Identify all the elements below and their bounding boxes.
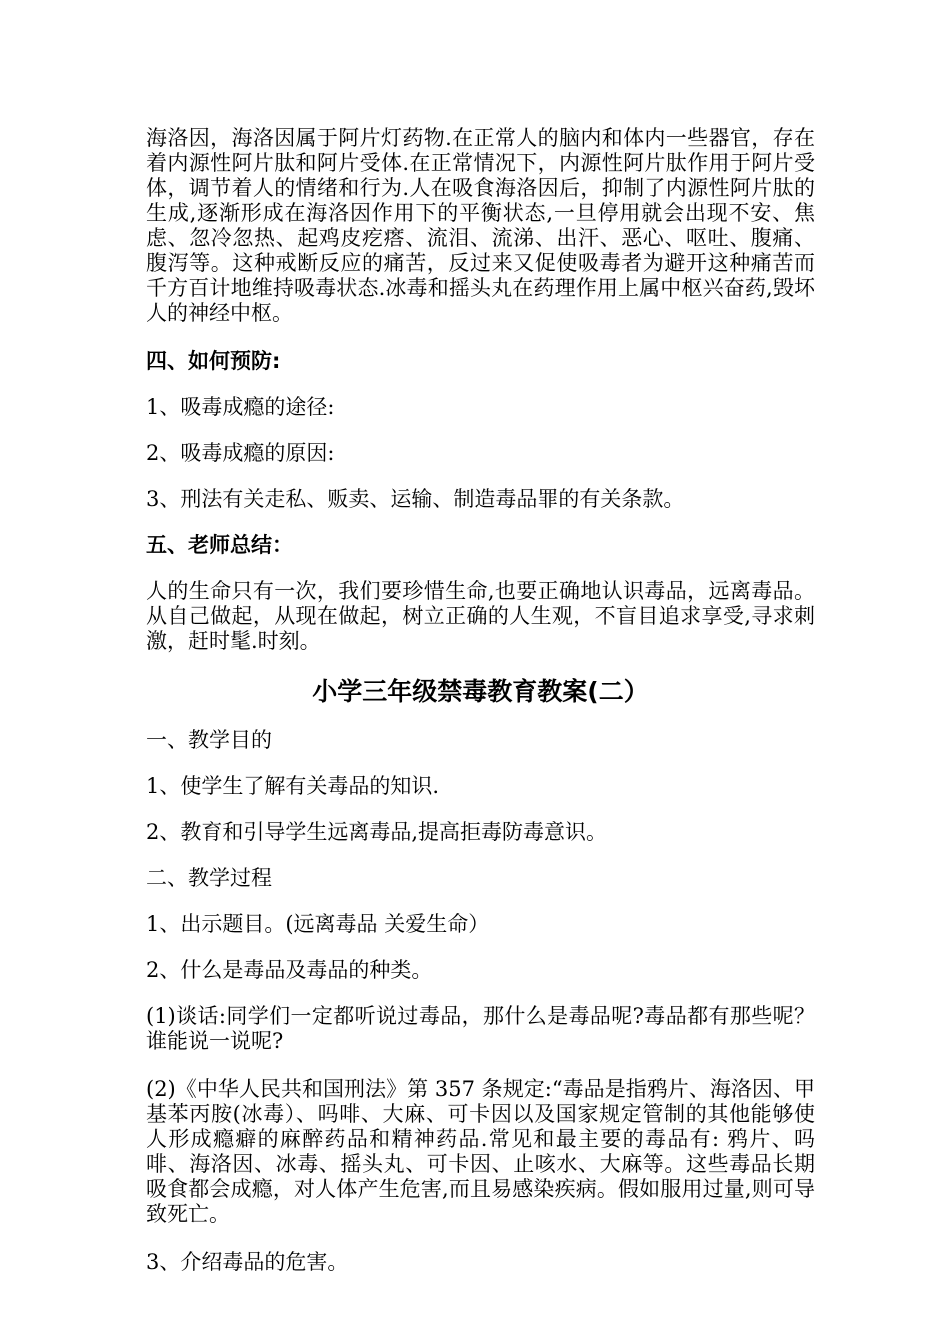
process-step: 1、出示题目。(远离毒品 关爱生命） — [146, 912, 490, 936]
prevention-item: 1、吸毒成瘾的途径: — [146, 395, 335, 419]
section-heading-prevention: 四、如何预防: — [146, 349, 281, 373]
process-step: 3、介绍毒品的危害。 — [146, 1250, 349, 1274]
process-sub-paragraph: (2)《中华人民共和国刑法》第 357 条规定:“毒品是指鸦片、海洛因、甲基苯丙胺(冰毒）、吗啡、大麻、可卡因以及国家规定管制的其他能够使人形成瘾癖的麻醉药品和精神药品.常见和最主要的毒品有: 鸦片、吗啡、海洛因、冰毒、摇头丸、可卡因、止咳水、大麻等。这些毒品长期吸食都会成瘾，对人体产生危害,而且易感染疾病。假如服用过量,则可导致死亡。 — [146, 1077, 815, 1226]
intro-paragraph: 海洛因，海洛因属于阿片灯药物.在正常人的脑内和体内一些器官，存在着内源性阿片肽和阿片受体.在正常情况下，内源性阿片肽作用于阿片受体，调节着人的情绪和行为.人在吸食海洛因后，抑制了内源性阿片肽的生成,逐渐形成在海洛因作用下的平衡状态,一旦停用就会出现不安、焦虑、忽冷忽热、起鸡皮疙瘩、流泪、流涕、出汗、恶心、呕吐、腹痛、腹泻等。这种戒断反应的痛苦，反过来又促使吸毒者为避开这种痛苦而千方百计地维持吸毒状态.冰毒和摇头丸在药理作用上属中枢兴奋药,毁坏人的神经中枢。 — [146, 126, 815, 325]
prevention-item: 2、吸毒成瘾的原因: — [146, 441, 335, 465]
goal-heading: 一、教学目的 — [146, 728, 272, 752]
process-step: 2、什么是毒品及毒品的种类。 — [146, 958, 433, 982]
goal-item: 2、教育和引导学生远离毒品,提高拒毒防毒意识。 — [146, 820, 608, 844]
process-sub-paragraph: (1)谈话:同学们一定都听说过毒品，那什么是毒品呢?毒品都有那些呢？谁能说一说呢? — [146, 1004, 815, 1053]
lesson-title: 小学三年级禁毒教育教案(二） — [312, 677, 649, 706]
process-heading: 二、教学过程 — [146, 866, 272, 890]
prevention-item: 3、刑法有关走私、贩卖、运输、制造毒品罪的有关条款。 — [146, 487, 685, 511]
summary-paragraph: 人的生命只有一次，我们要珍惜生命,也要正确地认识毒品，远离毒品。从自己做起，从现在做起，树立正确的人生观，不盲目追求享受,寻求刺激，赶时髦.时刻。 — [146, 579, 815, 653]
section-heading-summary: 五、老师总结： — [146, 533, 293, 557]
goal-item: 1、使学生了解有关毒品的知识. — [146, 774, 440, 798]
